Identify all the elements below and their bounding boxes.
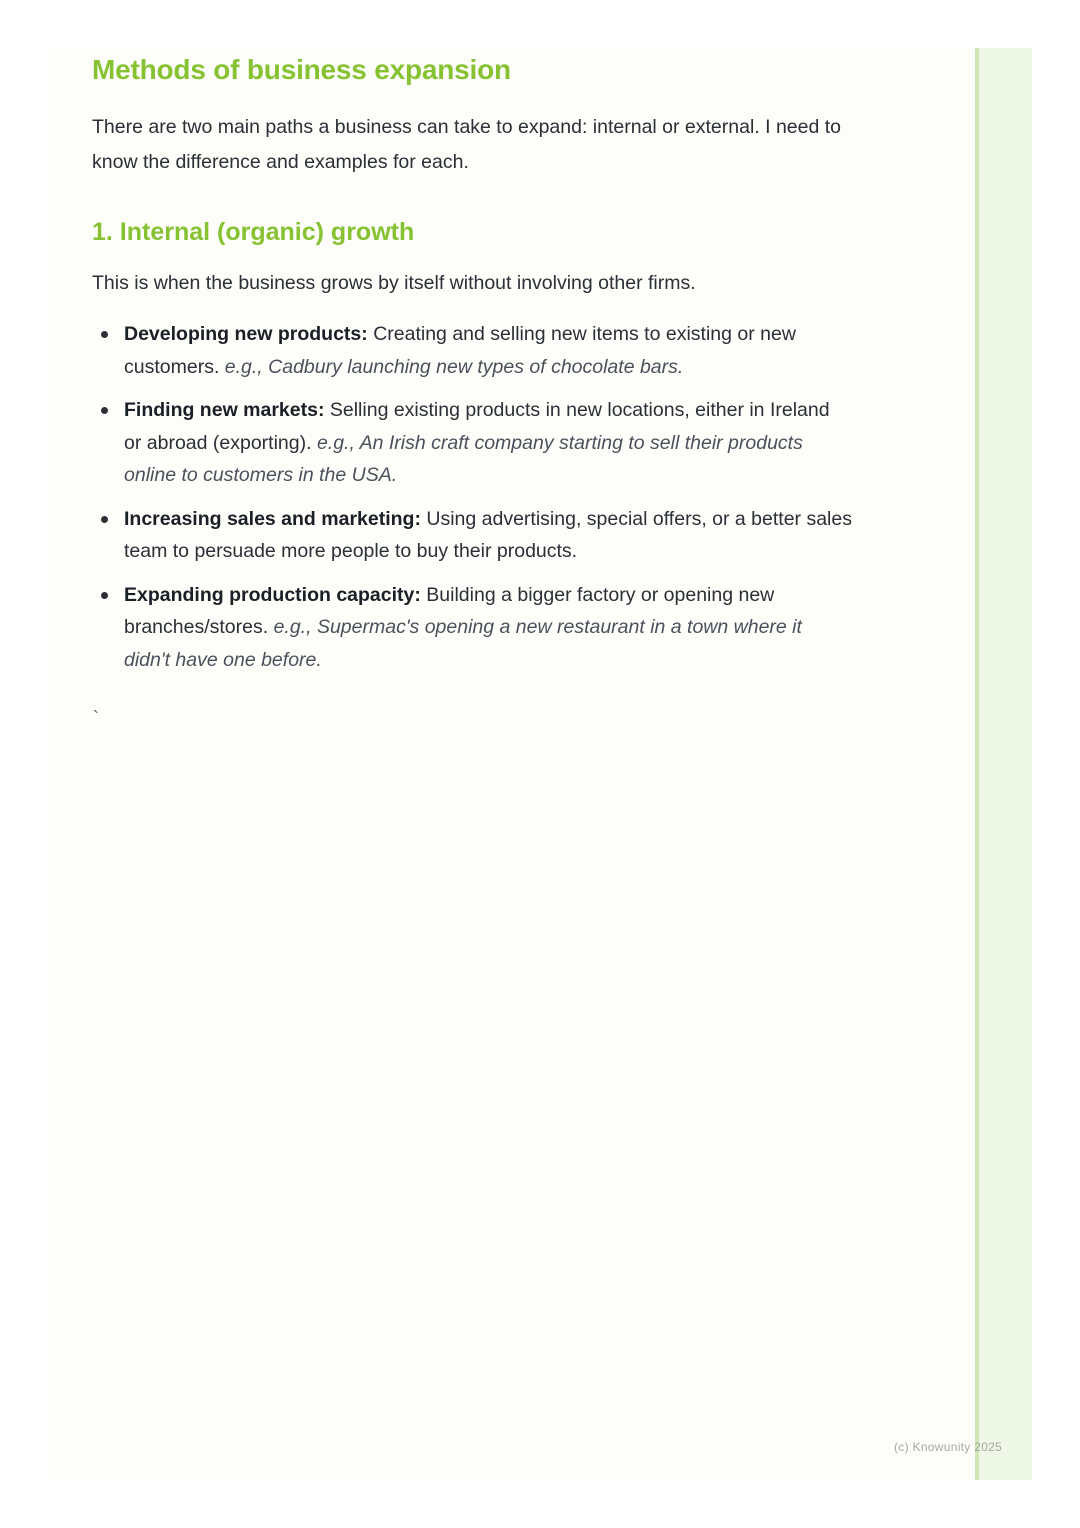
list-item-example: e.g., An Irish craft company starting to sell their products online to customers in the USA. <box>124 431 803 486</box>
side-margin-strip <box>975 48 1032 1480</box>
section-description: This is when the business grows by itself without involving other firms. <box>92 272 696 294</box>
section-heading: 1. Internal (organic) growth <box>92 218 415 246</box>
list-item <box>92 318 852 383</box>
list-item-text: Selling existing products in new locations, either in Ireland or abroad (exporting). <box>124 399 830 454</box>
list-item-text: Using advertising, special offers, or a better sales team to persuade more people to buy their products. <box>124 507 852 562</box>
list-item <box>92 394 852 492</box>
copyright-footer: (c) Knowunity 2025 <box>894 1440 1003 1454</box>
list-item <box>92 503 852 568</box>
bullet-icon <box>101 331 108 338</box>
list-item-text: Building a bigger factory or opening new branches/stores. <box>124 583 775 638</box>
list-item-example: e.g., Cadbury launching new types of chocolate bars. <box>224 355 684 378</box>
bullet-icon <box>101 516 108 523</box>
bullet-icon <box>101 407 108 414</box>
list-item-text: Creating and selling new items to existing or new customers. <box>124 323 796 378</box>
list-item-term: Finding new markets: <box>124 399 325 421</box>
growth-methods-list <box>92 318 852 676</box>
bullet-icon <box>101 592 108 599</box>
list-item-term: Increasing sales and marketing: <box>124 507 421 530</box>
intro-paragraph: There are two main paths a business can take to expand: internal or external. I need to know the difference and examples for each. <box>92 116 842 173</box>
list-item-term: Expanding production capacity: <box>124 583 421 606</box>
list-item-example: e.g., Supermac's opening a new restaurant in a town where it didn't have one before. <box>124 616 802 671</box>
stray-backtick-mark: ` <box>93 708 99 728</box>
page-title: Methods of business expansion <box>92 54 511 85</box>
document-content <box>92 50 852 687</box>
side-margin-rule <box>975 48 979 1480</box>
list-item <box>92 579 852 677</box>
list-item-term: Developing new products: <box>124 323 368 345</box>
